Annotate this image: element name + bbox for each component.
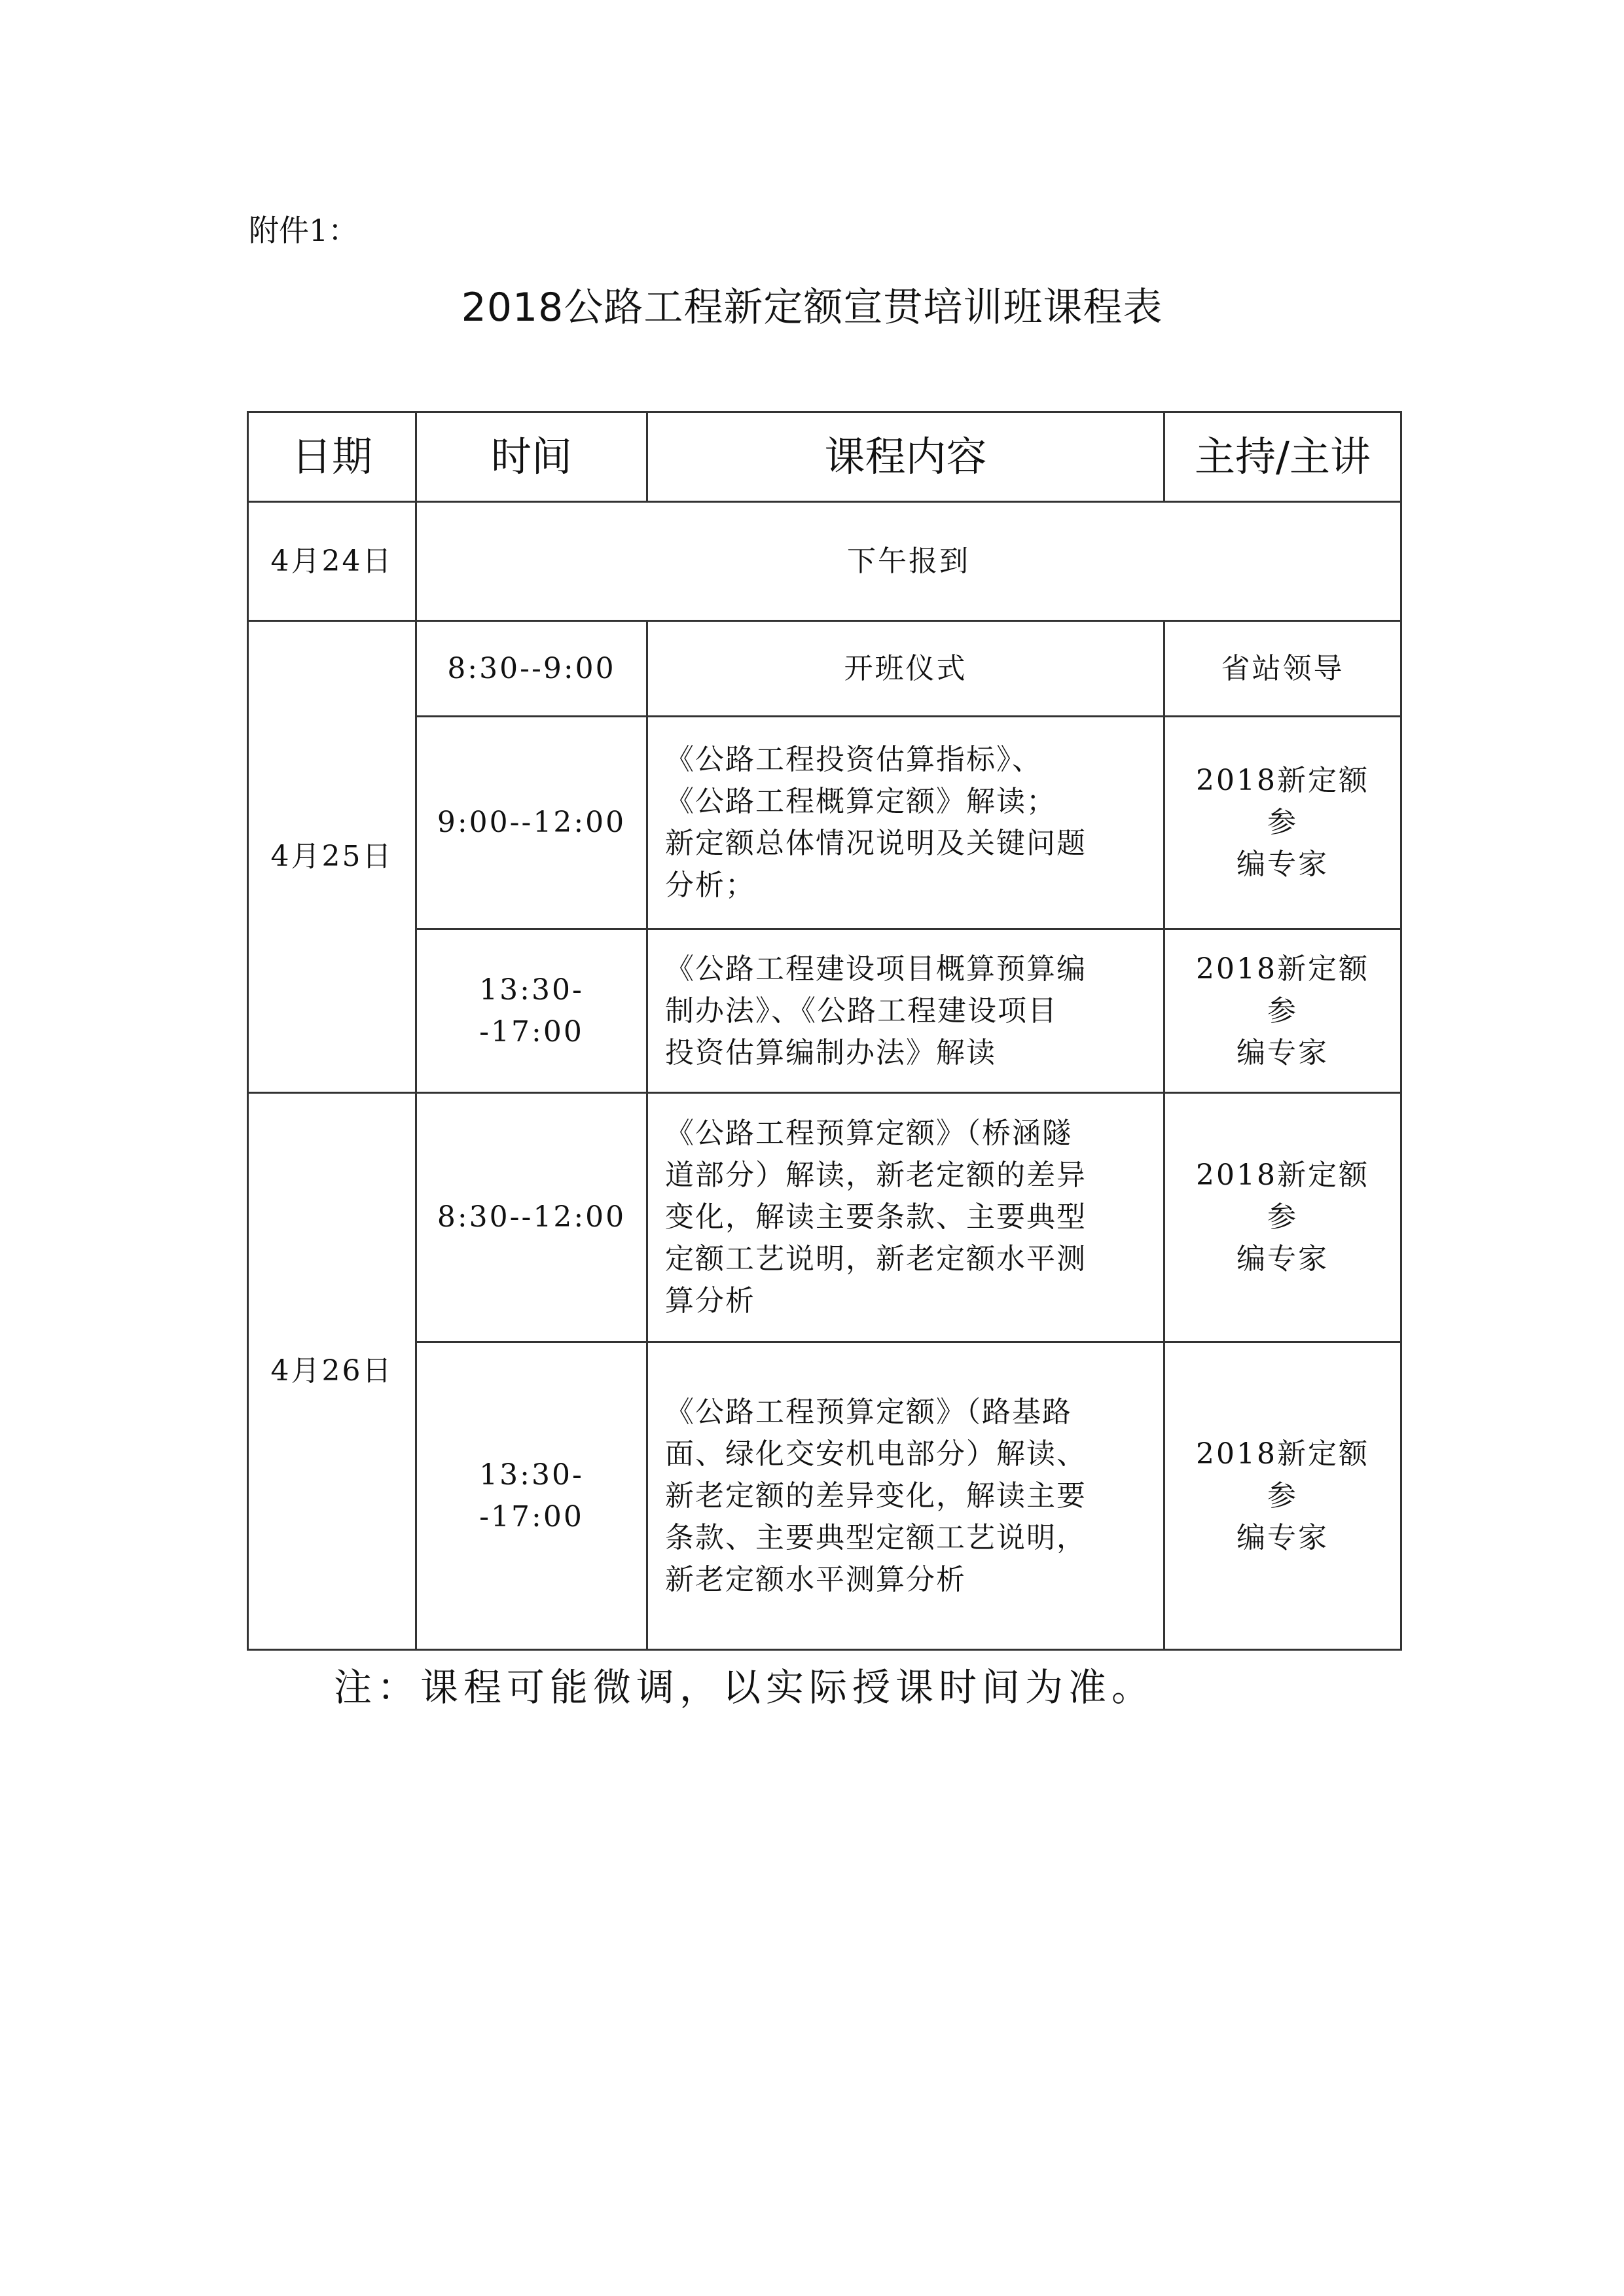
time-cell: 8:30--12:00: [416, 1093, 647, 1342]
content-cell: 《公路工程预算定额》（路基路 面、绿化交安机电部分）解读、 新老定额的差异变化，解读主要 条款、主要典型定额工艺说明， 新老定额水平测算分析: [647, 1342, 1164, 1650]
schedule-table: [247, 411, 1402, 1651]
date-cell: 4月24日: [248, 502, 416, 621]
table-row: [248, 621, 1401, 717]
date-cell: 4月26日: [248, 1093, 416, 1650]
host-cell: 2018新定额参 编专家: [1164, 1093, 1401, 1342]
time-cell: 9:00--12:00: [416, 717, 647, 929]
host-cell: 2018新定额参 编专家: [1164, 929, 1401, 1093]
header-time: 时间: [416, 412, 647, 502]
document-title: 2018公路工程新定额宣贯培训班课程表: [461, 285, 1163, 331]
content-cell: 《公路工程建设项目概算预算编 制办法》、《公路工程建设项目 投资估算编制办法》解读: [647, 929, 1164, 1093]
content-cell: 开班仪式: [647, 621, 1164, 717]
header-row: [248, 412, 1401, 502]
time-cell: 8:30--9:00: [416, 621, 647, 717]
header-date: 日期: [248, 412, 416, 502]
host-cell: 2018新定额参 编专家: [1164, 717, 1401, 929]
attachment-label: 附件1：: [249, 213, 359, 248]
content-cell: 《公路工程预算定额》（桥涵隧 道部分）解读，新老定额的差异 变化，解读主要条款、主要典型 定额工艺说明，新老定额水平测 算分析: [647, 1093, 1164, 1342]
table-row: [248, 1093, 1401, 1342]
table-row: [248, 929, 1401, 1093]
registration-cell: 下午报到: [416, 502, 1401, 621]
content-cell: 《公路工程投资估算指标》、 《公路工程概算定额》解读； 新定额总体情况说明及关键问题 分析；: [647, 717, 1164, 929]
time-cell: 13:30--17:00: [416, 929, 647, 1093]
date-cell: 4月25日: [248, 621, 416, 1093]
footnote: 注：课程可能微调，以实际授课时间为准。: [334, 1665, 1155, 1710]
table-row: [248, 502, 1401, 621]
table-row: [248, 1342, 1401, 1650]
time-cell: 13:30--17:00: [416, 1342, 647, 1650]
header-content: 课程内容: [647, 412, 1164, 502]
header-host: 主持/主讲: [1164, 412, 1401, 502]
host-cell: 2018新定额参 编专家: [1164, 1342, 1401, 1650]
table-row: [248, 717, 1401, 929]
host-cell: 省站领导: [1164, 621, 1401, 717]
